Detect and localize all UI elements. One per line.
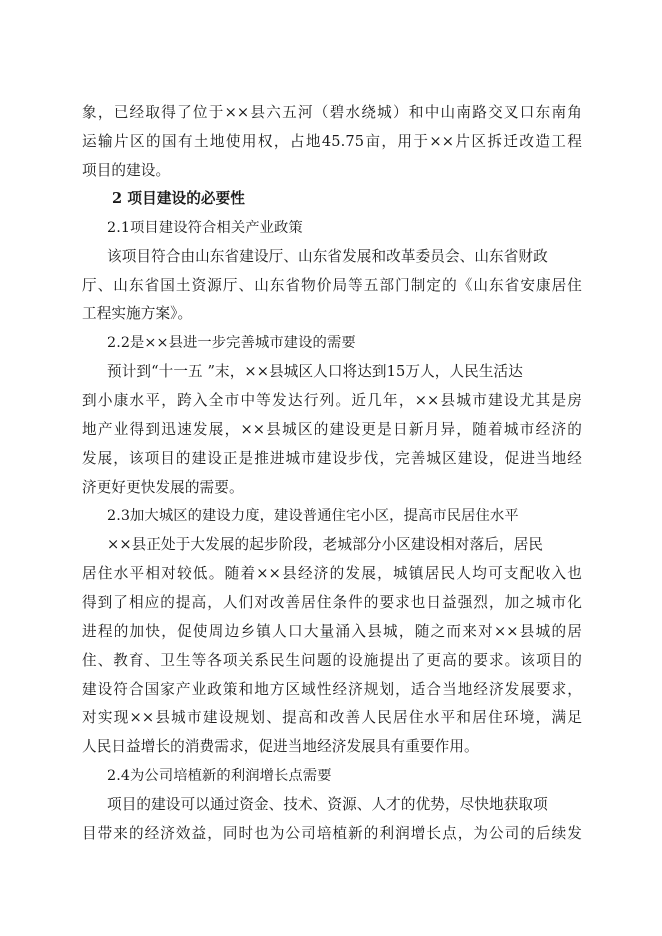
paragraph-line: 对实现××县城市建设规划、提高和改善人民居住水平和居住环境，满足: [82, 709, 582, 726]
paragraph-line: 工程实施方案》。: [82, 305, 193, 322]
paragraph-line: 发展，该项目的建设正是推进城市建设步伐，完善城区建设，促进当地经: [82, 450, 582, 467]
paragraph-line: 进程的加快，促使周边乡镇人口大量涌入县城，随之而来对××县城的居: [82, 623, 582, 640]
paragraph-line: 项目的建设可以通过资金、技术、资源、人才的优势，尽快地获取项: [107, 796, 548, 813]
paragraph-line: 该项目符合由山东省建设厅、山东省发展和改革委员会、山东省财政: [107, 248, 548, 265]
paragraph-line: 到小康水平，跨入全市中等发达行列。近几年，××县城市建设尤其是房: [82, 392, 582, 409]
paragraph-line: 人民日益增长的消费需求，促进当地经济发展具有重要作用。: [82, 738, 479, 755]
paragraph-line: 济更好更快发展的需要。: [82, 479, 244, 496]
paragraph-line: 住、教育、卫生等各项关系民生问题的设施提出了更高的要求。该项目的: [82, 652, 582, 669]
paragraph-line: 象，已经取得了位于××县六五河（碧水绕城）和中山南路交叉口东南角: [82, 104, 582, 121]
section-heading: 2 项目建设的必要性: [112, 190, 245, 207]
paragraph-line: 预计到“十一五 ”末，××县城区人口将达到15万人，人民生活达: [107, 363, 523, 380]
subsection-heading: 2.1项目建设符合相关产业政策: [107, 220, 303, 236]
paragraph-line: 目带来的经济效益，同时也为公司培植新的利润增长点，为公司的后续发: [82, 825, 582, 842]
paragraph-line: 得到了相应的提高，人们对改善居住条件的要求也日益强烈，加之城市化: [82, 594, 582, 611]
paragraph-line: 居住水平相对较低。随着××县经济的发展，城镇居民人均可支配收入也: [82, 565, 582, 582]
paragraph-line: ××县正处于大发展的起步阶段，老城部分小区建设相对落后，居民: [107, 536, 544, 553]
paragraph-line: 建设符合国家产业政策和地方区域性经济规划，适合当地经济发展要求，: [82, 681, 582, 698]
paragraph-line: 运输片区的国有土地使用权，占地45.75亩，用于××片区拆迁改造工程: [82, 133, 582, 150]
subsection-heading: 2.2是××县进一步完善城市建设的需要: [107, 335, 356, 351]
paragraph-line: 地产业得到迅速发展，××县城区的建设更是日新月异，随着城市经济的: [82, 421, 582, 438]
paragraph-line: 项目的建设。: [82, 162, 171, 179]
subsection-heading: 2.4为公司培植新的利润增长点需要: [107, 768, 332, 784]
subsection-heading: 2.3加大城区的建设力度，建设普通住宅小区，提高市民居住水平: [107, 508, 519, 524]
paragraph-line: 厅、山东省国土资源厅、山东省物价局等五部门制定的《山东省安康居住: [82, 277, 582, 294]
